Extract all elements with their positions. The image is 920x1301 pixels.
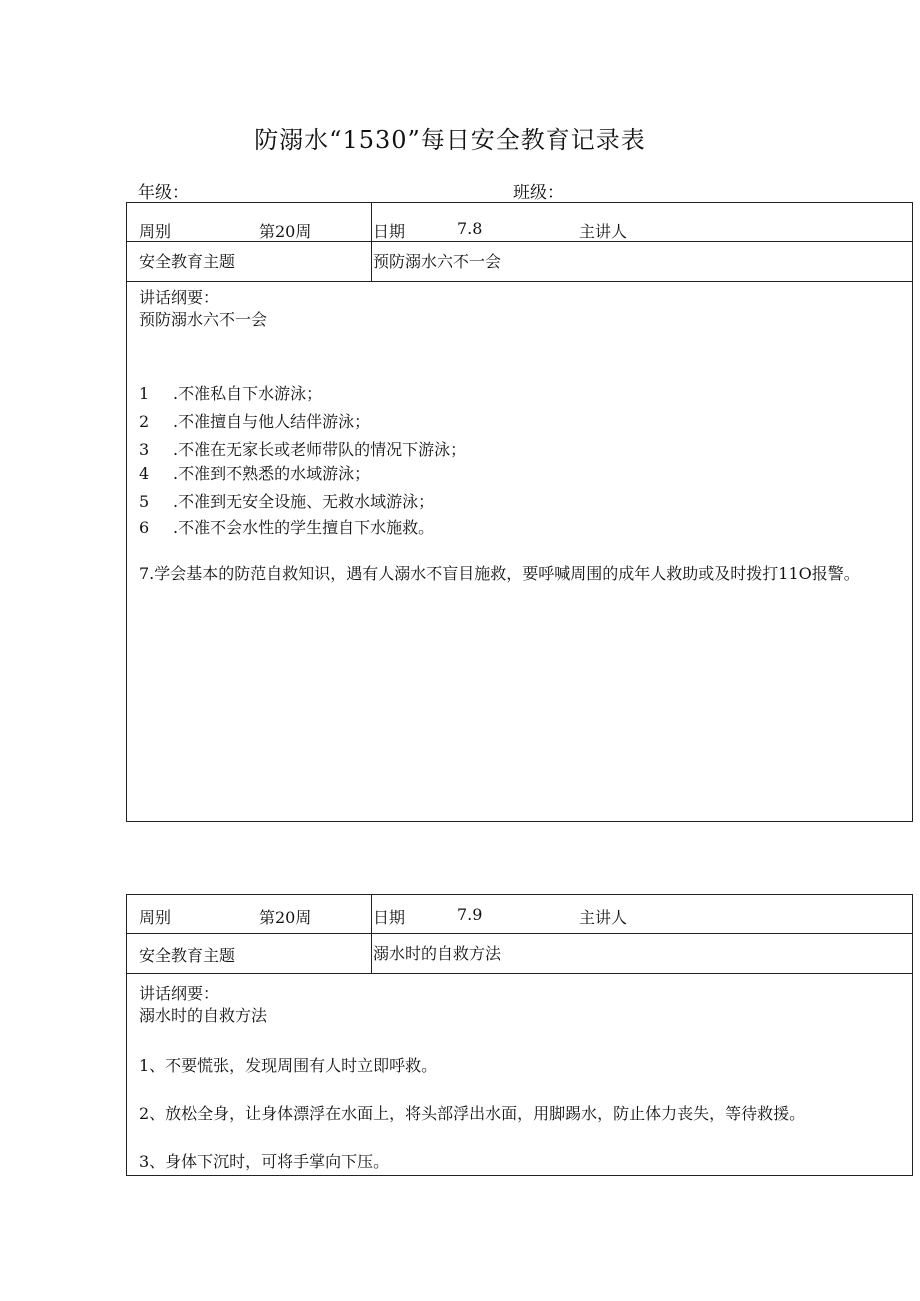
week-value: 第20周 — [259, 908, 312, 927]
list-item: 4 .不准到不熟悉的水域游泳； — [139, 464, 371, 483]
date-value: 7.9 — [457, 905, 483, 924]
list-item: 1、不要慌张，发现周围有人时立即呼救。 — [139, 1056, 438, 1075]
topic-row — [127, 241, 912, 282]
outline-title: 溺水时的自救方法 — [139, 1006, 268, 1025]
grade-label: 年级： — [138, 183, 189, 203]
record-table-2 — [126, 894, 913, 1176]
outline-label: 讲话纲要： — [139, 984, 220, 1003]
list-item: 3 .不准在无家长或老师带队的情况下游泳； — [139, 440, 467, 459]
info-row — [127, 895, 912, 934]
outline-title: 预防溺水六不一会 — [139, 310, 268, 329]
list-item: 5 .不准到无安全设施、无救水域游泳； — [139, 492, 435, 511]
date-value: 7.8 — [457, 219, 483, 238]
topic-value: 溺水时的自救方法 — [373, 944, 502, 963]
speaker-label: 主讲人 — [579, 222, 628, 241]
week-label: 周别 — [139, 908, 172, 927]
record-table-1 — [126, 202, 913, 822]
outline-label: 讲话纲要： — [139, 288, 220, 307]
topic-row — [127, 933, 912, 974]
week-label: 周别 — [139, 222, 172, 241]
column-divider — [371, 895, 372, 973]
list-item: 3、身体下沉时，可将手掌向下压。 — [139, 1152, 390, 1171]
list-item: 1 .不准私自下水游泳； — [139, 384, 323, 403]
week-value: 第20周 — [259, 222, 312, 241]
topic-label: 安全教育主题 — [139, 252, 236, 271]
list-item: 2 .不准擅自与他人结伴游泳； — [139, 412, 371, 431]
speaker-label: 主讲人 — [579, 908, 628, 927]
list-item: 2、放松全身，让身体漂浮在水面上，将头部浮出水面，用脚踢水，防止体力丧失，等待救援。 — [139, 1104, 806, 1123]
class-label: 班级： — [513, 183, 564, 203]
date-label: 日期 — [373, 908, 406, 927]
list-item: 6 .不准不会水性的学生擅自下水施救。 — [139, 518, 435, 537]
info-row — [127, 203, 912, 242]
note-paragraph: 7.学会基本的防范自救知识，遇有人溺水不盲目施救，要呼喊周围的成年人救助或及时拨打11O报警。 — [139, 564, 860, 583]
page-title: 防溺水“1530”每日安全教育记录表 — [254, 126, 646, 154]
topic-value: 预防溺水六不一会 — [373, 252, 502, 271]
date-label: 日期 — [373, 222, 406, 241]
column-divider — [371, 203, 372, 281]
topic-label: 安全教育主题 — [139, 946, 236, 965]
